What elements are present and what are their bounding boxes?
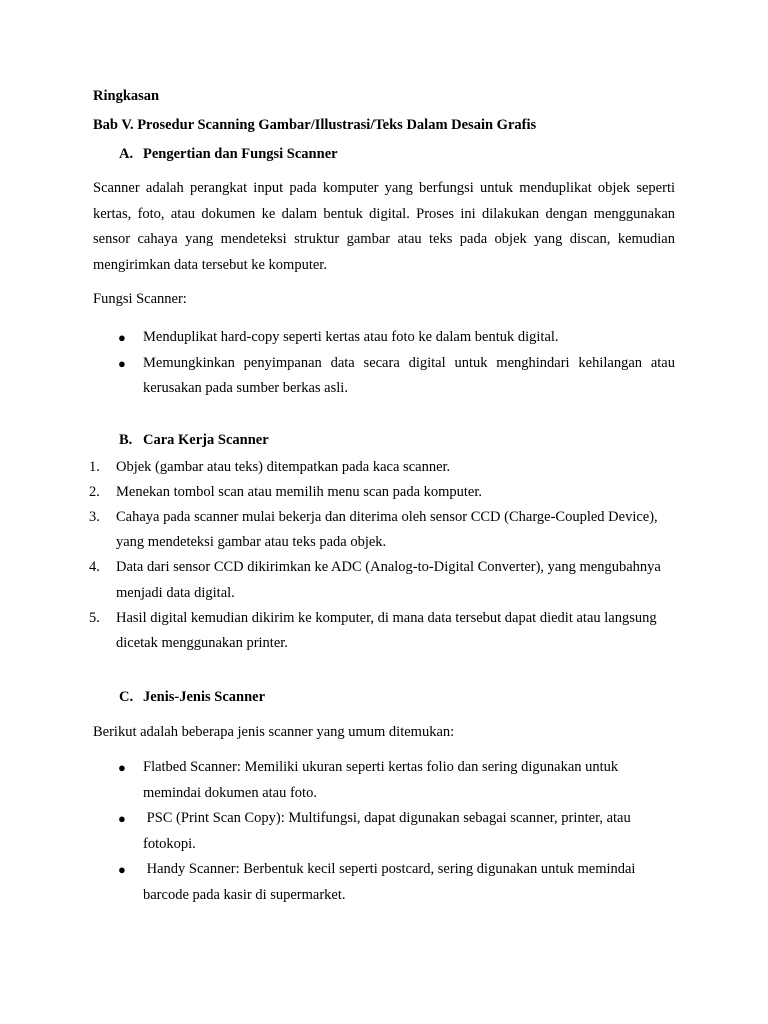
section-a-title: Pengertian dan Fungsi Scanner bbox=[143, 146, 338, 162]
section-a-heading bbox=[93, 144, 675, 164]
list-item bbox=[89, 606, 675, 656]
bullet-icon: ● bbox=[118, 862, 126, 878]
list-item bbox=[93, 325, 675, 351]
step-number: 4. bbox=[89, 559, 100, 576]
bullet-icon: ● bbox=[118, 330, 126, 345]
list-item bbox=[89, 480, 675, 505]
section-c-intro: Berikut adalah beberapa jenis scanner yang umum ditemukan: bbox=[93, 724, 455, 741]
list-item bbox=[89, 505, 675, 555]
section-a-paragraph: Scanner adalah perangkat input pada komputer yang berfungsi untuk menduplikat objek seperti kertas, foto, atau dokumen ke dalam bentuk digital. Proses ini dilakukan dengan menggunakan sensor cahaya yang mendeteksi struktur gambar atau teks pada objek yang discan, kemudian mengirimkan data tersebut ke komputer. bbox=[93, 180, 675, 273]
functions-list bbox=[93, 325, 675, 402]
step-text: Hasil digital kemudian dikirim ke komputer, di mana data tersebut dapat diedit atau langsung dicetak menggunakan printer. bbox=[116, 609, 657, 651]
step-text: Objek (gambar atau teks) ditempatkan pada kaca scanner. bbox=[116, 458, 451, 475]
list-item bbox=[93, 806, 675, 857]
step-text: Menekan tombol scan atau memilih menu scan pada komputer. bbox=[116, 483, 483, 500]
functions-label: Fungsi Scanner: bbox=[93, 291, 187, 307]
step-number: 1. bbox=[89, 458, 100, 475]
list-item-text: Handy Scanner: Berbentuk kecil seperti postcard, sering digunakan untuk memindai barcode pada kasir di supermarket. bbox=[143, 861, 640, 903]
chapter-title: Bab V. Prosedur Scanning Gambar/Illustrasi/Teks Dalam Desain Grafis bbox=[93, 117, 537, 133]
section-a-letter: A. bbox=[119, 146, 134, 162]
steps-list bbox=[89, 455, 675, 657]
list-item bbox=[93, 351, 675, 402]
section-c-heading bbox=[93, 687, 675, 707]
section-b-title: Cara Kerja Scanner bbox=[143, 431, 269, 448]
step-number: 2. bbox=[89, 483, 100, 500]
list-item bbox=[89, 555, 675, 605]
list-item bbox=[93, 755, 675, 806]
section-b-letter: B. bbox=[119, 431, 133, 448]
list-item bbox=[89, 455, 675, 480]
bullet-icon: ● bbox=[118, 355, 126, 371]
step-number: 5. bbox=[89, 609, 100, 626]
list-item-text: Memungkinkan penyimpanan data secara digital untuk menghindari kehilangan atau kerusakan pada sumber berkas asli. bbox=[143, 354, 675, 396]
bullet-icon: ● bbox=[118, 811, 126, 827]
section-c-letter: C. bbox=[119, 689, 134, 706]
section-c-title: Jenis-Jenis Scanner bbox=[143, 689, 266, 706]
step-text: Data dari sensor CCD dikirimkan ke ADC (Analog-to-Digital Converter), yang mengubahnya menjadi data digital. bbox=[116, 559, 661, 601]
list-item bbox=[93, 857, 675, 908]
section-b-heading bbox=[93, 430, 675, 450]
bullet-icon: ● bbox=[118, 760, 126, 776]
document-page bbox=[89, 86, 675, 908]
scanner-types-list bbox=[93, 755, 675, 908]
list-item-text: Flatbed Scanner: Memiliki ukuran seperti kertas folio dan sering digunakan untuk memindai dokumen atau foto. bbox=[143, 759, 619, 801]
step-number: 3. bbox=[89, 508, 100, 525]
list-item-text: Menduplikat hard-copy seperti kertas atau foto ke dalam bentuk digital. bbox=[143, 329, 559, 345]
step-text: Cahaya pada scanner mulai bekerja dan diterima oleh sensor CCD (Charge-Coupled Device), yang mendeteksi gambar atau teks pada objek. bbox=[116, 508, 658, 551]
list-item-text: PSC (Print Scan Copy): Multifungsi, dapat digunakan sebagai scanner, printer, atau fotokopi. bbox=[143, 810, 635, 852]
summary-title: Ringkasan bbox=[93, 88, 160, 104]
